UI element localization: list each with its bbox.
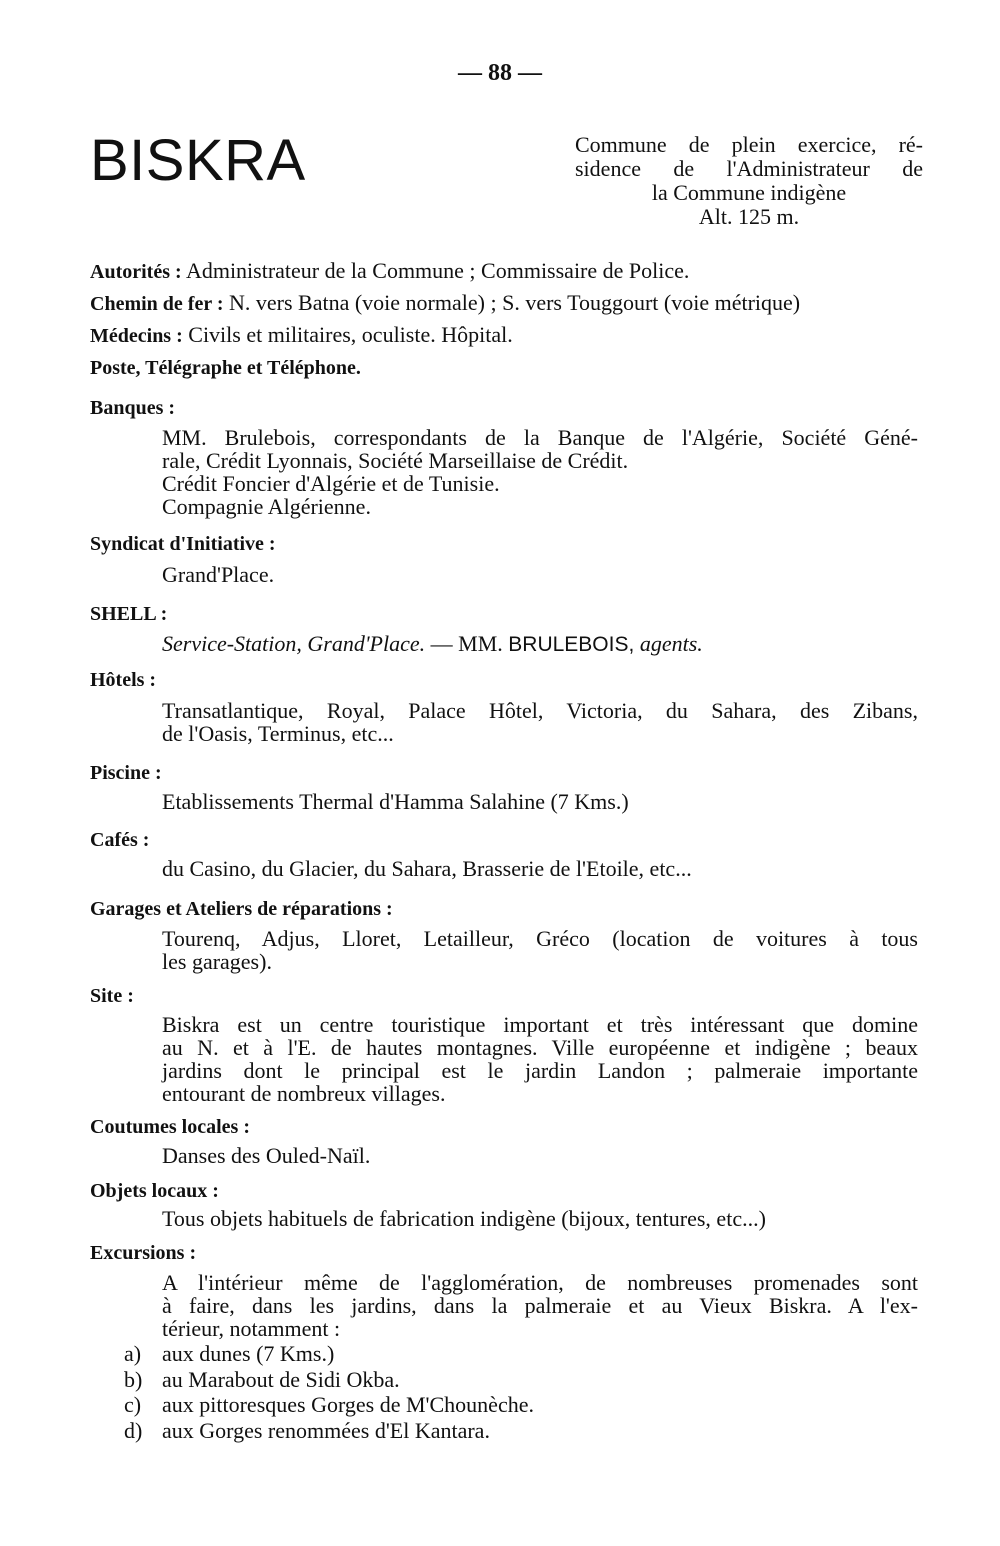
section-body-banques [162, 426, 918, 518]
page-title: BISKRA [90, 128, 306, 193]
list-item [124, 1418, 884, 1444]
info-label: Poste, Télégraphe et Téléphone. [90, 357, 361, 379]
info-autorites [90, 259, 920, 284]
list-text: aux dunes (7 Kms.) [162, 1341, 335, 1366]
text-line: rale, Crédit Lyonnais, Société Marseillaise de Crédit. [162, 448, 629, 473]
list-marker: b) [124, 1366, 143, 1392]
info-text: Civils et militaires, oculiste. Hôpital. [188, 322, 513, 347]
status-line: la Commune indigène [651, 180, 847, 205]
section-body-site [162, 1013, 918, 1105]
info-medecins [90, 323, 920, 348]
list-marker: a) [124, 1341, 142, 1366]
info-label: Autorités : [90, 261, 182, 283]
text-line: les garages). [162, 949, 272, 974]
excursion-list [124, 1341, 884, 1443]
info-chemin-de-fer [90, 291, 920, 316]
list-item [124, 1392, 884, 1418]
shell-agent-role: agents. [634, 631, 703, 656]
text-line: Crédit Foncier d'Algérie et de Tunisie. [162, 471, 500, 496]
info-label: Médecins : [90, 325, 183, 347]
text-line: térieur, notamment : [162, 1316, 341, 1341]
section-title-piscine: Piscine : [90, 762, 162, 784]
info-text: Administrateur de la Commune ; Commissaire de Police. [185, 258, 690, 283]
text-line: Tourenq, Adjus, Lloret, Letailleur, Gréco (location de voitures à tous [162, 926, 918, 951]
list-item [124, 1367, 884, 1393]
info-text: N. vers Batna (voie normale) ; S. vers Touggourt (voie métrique) [229, 290, 801, 315]
text-line: Transatlantique, Royal, Palace Hôtel, Victoria, du Sahara, des Zibans, [162, 698, 918, 723]
shell-dash: — MM. [425, 631, 509, 656]
commune-status [575, 133, 923, 229]
section-body-garages [162, 927, 918, 973]
section-title-hotels: Hôtels : [90, 669, 157, 691]
shell-agent-name: BRULEBOIS, [508, 633, 635, 656]
info-label: Chemin de fer : [90, 293, 224, 315]
list-item [124, 1341, 884, 1367]
section-body-cafes: du Casino, du Glacier, du Sahara, Brasserie de l'Etoile, etc... [162, 856, 692, 881]
section-title-banques: Banques : [90, 397, 176, 419]
text-line: au N. et à l'E. de hautes montagnes. Ville européenne et indigène ; beaux [162, 1035, 918, 1060]
text-line: à faire, dans les jardins, dans la palmeraie et au Vieux Biskra. A l'ex- [162, 1293, 918, 1318]
page-number: — 88 — [458, 60, 542, 86]
section-body-coutumes: Danses des Ouled-Naïl. [162, 1143, 371, 1168]
list-text: au Marabout de Sidi Okba. [162, 1366, 400, 1392]
text-line: A l'intérieur même de l'agglomération, de nombreuses promenades sont [162, 1270, 918, 1295]
status-line: Commune de plein exercice, ré- [575, 132, 923, 157]
list-marker: c) [124, 1392, 142, 1418]
section-title-garages: Garages et Ateliers de réparations : [90, 898, 393, 920]
text-line: Compagnie Algérienne. [162, 494, 371, 519]
section-body-objets: Tous objets habituels de fabrication indigène (bijoux, tentures, etc...) [162, 1206, 766, 1231]
info-poste [90, 355, 920, 380]
section-title-site: Site : [90, 985, 134, 1007]
list-text: aux pittoresques Gorges de M'Chounèche. [162, 1392, 534, 1418]
section-title-shell: SHELL : [90, 603, 168, 625]
section-body-hotels [162, 699, 918, 745]
status-line: sidence de l'Administrateur de [575, 156, 923, 181]
section-title-objets: Objets locaux : [90, 1180, 219, 1202]
text-line: entourant de nombreux villages. [162, 1081, 446, 1106]
text-line: MM. Brulebois, correspondants de la Banque de l'Algérie, Société Géné- [162, 425, 918, 450]
section-body-shell [162, 632, 918, 656]
section-body-syndicat: Grand'Place. [162, 562, 275, 587]
list-marker: d) [124, 1417, 143, 1443]
section-body-piscine: Etablissements Thermal d'Hamma Salahine (7 Kms.) [162, 789, 629, 814]
section-title-cafes: Cafés : [90, 829, 150, 851]
section-title-excursions: Excursions : [90, 1242, 197, 1264]
section-title-coutumes: Coutumes locales : [90, 1116, 250, 1138]
text-line: jardins dont le principal est le jardin Landon ; palmeraie importante [162, 1058, 918, 1083]
text-line: de l'Oasis, Terminus, etc... [162, 721, 394, 746]
shell-station: Service-Station, Grand'Place. [162, 631, 426, 656]
list-text: aux Gorges renommées d'El Kantara. [162, 1417, 490, 1443]
section-title-syndicat: Syndicat d'Initiative : [90, 533, 276, 555]
text-line: Biskra est un centre touristique important et très intéressant que domine [162, 1012, 918, 1037]
altitude: Alt. 125 m. [698, 204, 800, 229]
section-body-excursions [162, 1271, 918, 1340]
